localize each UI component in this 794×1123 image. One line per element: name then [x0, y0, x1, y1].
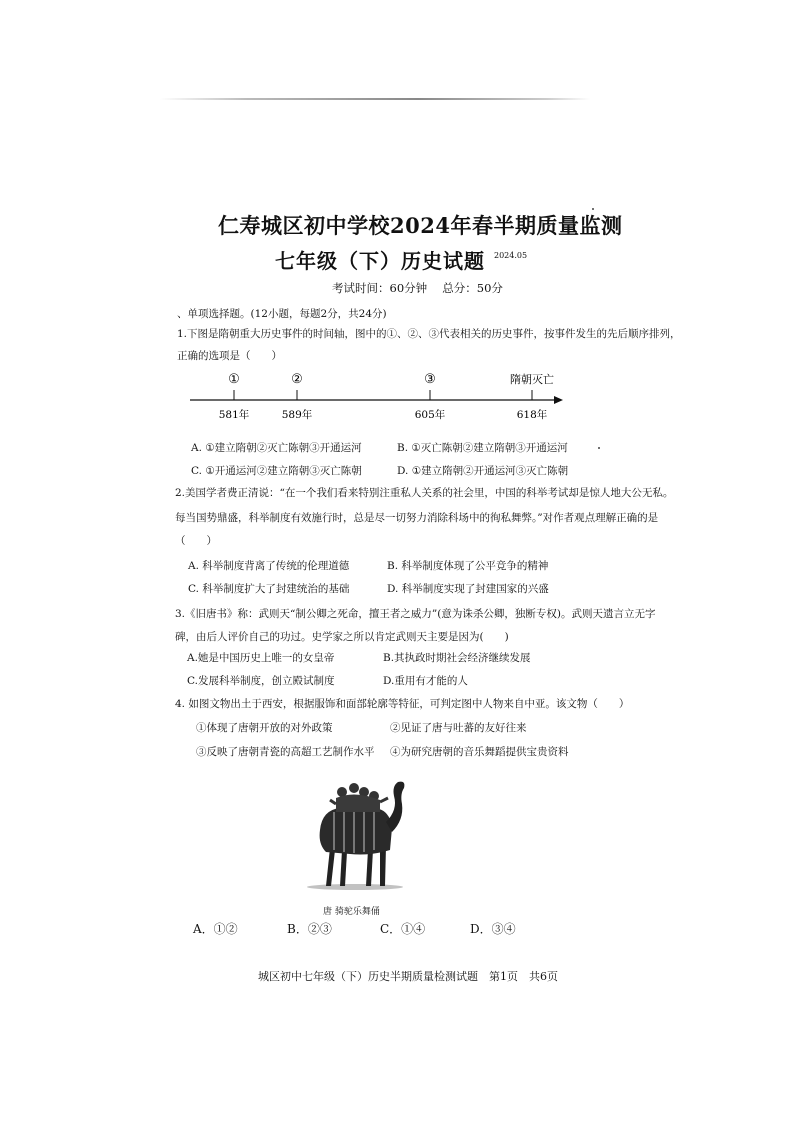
q2-option-b: B. 科举制度体现了公平竞争的精神	[387, 560, 549, 572]
scan-speck	[598, 447, 600, 449]
timeline-year-label: 605年	[414, 409, 446, 421]
q4-answer-b: B．②③	[287, 922, 332, 936]
timeline-year-label: 589年	[281, 409, 313, 421]
timeline-marker-label: ③	[424, 372, 436, 387]
q4-answer-c: C．①④	[380, 922, 426, 936]
timeline-marker-label: ②	[291, 372, 303, 387]
q2-stem-line1: 2.美国学者费正清说：“在一个我们看来特别注重私人关系的社会里，中国的科举考试却是惊人地大公无私。	[175, 487, 674, 499]
q1-option-d: D. ①建立隋朝②开通运河③灭亡陈朝	[397, 465, 569, 477]
q4-answer-d: D．③④	[470, 922, 516, 936]
page-footer: 城区初中七年级（下）历史半期质量检测试题 第1页 共6页	[258, 970, 558, 983]
q3-stem-line2: 碑，由后人评价自己的功过。史学家之所以肯定武则天主要是因为( )	[175, 631, 509, 643]
q3-option-b: B.其执政时期社会经济继续发展	[383, 652, 531, 664]
timeline-marker-label: ①	[228, 372, 240, 387]
section-heading: 、单项选择题。(12小题，每题2分，共24分)	[177, 308, 387, 320]
q1-option-b: B. ①灭亡陈朝②建立隋朝③开通运河	[397, 442, 568, 454]
exam-title-line2: 七年级（下）历史试题	[275, 249, 485, 273]
scan-edge-line	[160, 98, 590, 100]
q4-statement-1: ①体现了唐朝开放的对外政策	[196, 722, 333, 734]
q1-stem-line1: 1.下图是隋朝重大历史事件的时间轴，图中的①、②、③代表相关的历史事件，按事件发生的先后顺序排列，	[177, 328, 681, 340]
timeline-arrow	[554, 396, 563, 404]
q3-option-c: C.发展科举制度，创立殿试制度	[187, 675, 335, 687]
q1-option-c: C. ①开通运河②建立隋朝③灭亡陈朝	[191, 465, 362, 477]
q1-timeline	[185, 368, 570, 428]
image-caption: 唐 骑驼乐舞俑	[323, 907, 380, 917]
q3-option-d: D.重用有才能的人	[383, 675, 468, 687]
q4-statement-2: ②见证了唐与吐蕃的友好往来	[390, 722, 527, 734]
q3-stem-line1: 3.《旧唐书》称：武则天“制公卿之死命，擅王者之威力”(意为诛杀公卿，独断专权)。武则天遗言立无字	[175, 608, 656, 620]
q2-option-a: A. 科举制度背离了传统的伦理道德	[188, 560, 350, 572]
timeline-year-label: 581年	[218, 409, 250, 421]
q3-option-a: A.她是中国历史上唯一的女皇帝	[187, 652, 335, 664]
q4-stem: 4. 如图文物出土于西安，根据服饰和面部轮廓等特征，可判定图中人物来自中亚。该文物（ ）	[175, 698, 630, 710]
q2-stem-line2: 每当国势鼎盛，科举制度有效施行时，总是尽一切努力消除科场中的徇私舞弊。”对作者观点理解正确的是	[175, 512, 659, 524]
q4-answer-a: A．①②	[193, 922, 238, 936]
q2-stem-line3: （ ）	[175, 535, 217, 547]
q4-statement-3: ③反映了唐朝青瓷的高超工艺制作水平	[196, 746, 375, 758]
q1-option-a: A. ①建立隋朝②灭亡陈朝③开通运河	[191, 442, 362, 454]
timeline-marker-label: 隋朝灭亡	[510, 373, 554, 386]
exam-info: 考试时间：60分钟 总分：50分	[332, 281, 503, 295]
q2-option-d: D. 科举制度实现了封建国家的兴盛	[387, 583, 549, 595]
timeline-year-label: 618年	[516, 409, 548, 421]
camel-figurine-image	[300, 770, 410, 895]
q1-stem-line2: 正确的选项是（ ）	[177, 350, 282, 362]
exam-title-line1: 仁寿城区初中学校2024年春半期质量监测	[218, 213, 623, 238]
exam-date: 2024.05	[494, 251, 528, 260]
q2-option-c: C. 科举制度扩大了封建统治的基础	[188, 583, 350, 595]
q4-statement-4: ④为研究唐朝的音乐舞蹈提供宝贵资料	[390, 746, 569, 758]
